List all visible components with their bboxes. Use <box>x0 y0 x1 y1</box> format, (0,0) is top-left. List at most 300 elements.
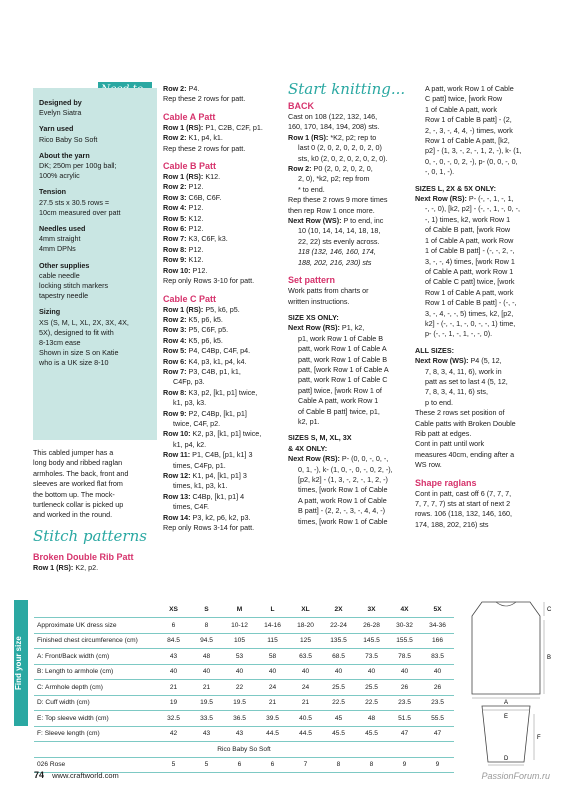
row-text: last 0 (2, 0, 2, 0, 2, 0, 2, 0) <box>298 143 382 153</box>
pattern-line <box>288 216 408 226</box>
pattern-line <box>163 492 283 502</box>
row-label: Row 3: <box>163 192 187 202</box>
label-c: C <box>547 607 552 613</box>
info-sidebar <box>33 88 157 440</box>
table-cell: 155.5 <box>388 633 421 649</box>
label-b: B <box>547 655 552 661</box>
row-text: K5, p6, k5. <box>186 335 223 345</box>
table-cell: 5 <box>190 757 223 773</box>
pattern-line <box>163 84 283 94</box>
broken-rib-heading: Broken Double Rib Patt <box>33 551 134 562</box>
row-text: K3, p2, [k1, p1] twice, <box>186 387 258 397</box>
row-text: Cable A patt, work Row 1 <box>298 396 379 406</box>
table-cell: 45.5 <box>322 726 355 742</box>
table-cell: 9 <box>388 757 421 773</box>
pattern-line <box>415 439 543 449</box>
row-label: Row 6: <box>163 356 187 366</box>
row-text: Row 1 of Cable A patt, [k2, <box>425 136 510 146</box>
pattern-line <box>288 185 408 195</box>
table-cell: 47 <box>388 726 421 742</box>
pattern-line <box>415 329 543 339</box>
pattern-line <box>288 485 408 495</box>
table-cell: 33.5 <box>190 711 223 727</box>
intro-line: the bottom up. The mock- <box>33 489 115 499</box>
row-label: Row 3: <box>163 325 187 335</box>
pattern-line <box>163 367 283 377</box>
table-cell: 5 <box>157 757 190 773</box>
table-cell: 26 <box>388 680 421 696</box>
pattern-line <box>415 387 543 397</box>
sidebar-heading: Sizing <box>39 307 61 317</box>
row-text: Rep these 2 rows for patt. <box>163 143 246 153</box>
row-text: 3, -, -, 4) times, [work Row 1 <box>425 256 515 266</box>
row-text: P1, C4B, [p1, k1] 3 <box>190 450 253 460</box>
sidebar-line: locking stitch markers <box>39 281 109 291</box>
table-cell: 94.5 <box>190 633 223 649</box>
pattern-line <box>288 517 408 527</box>
row-text: times, k1, p3, k1. <box>173 481 228 491</box>
sidebar-line: 4mm straight <box>39 234 81 244</box>
row-label: Row 7: <box>163 366 187 376</box>
pattern-line <box>163 513 283 523</box>
row-label: Row 2: <box>163 84 187 93</box>
pattern-line <box>415 215 543 225</box>
pattern-line <box>288 206 408 216</box>
pattern-line <box>163 377 283 387</box>
table-cell: 22.5 <box>355 695 388 711</box>
row-text: K12. <box>186 213 204 223</box>
row-label: Row 8: <box>163 244 187 254</box>
row-text: times, [work Row 1 of Cable <box>298 485 388 495</box>
pattern-line <box>288 122 408 132</box>
sidebar-heading: Other supplies <box>39 260 90 270</box>
row-text: 118 (132, 146, 160, 174, <box>298 247 376 257</box>
row-label: Row 1 (RS): <box>163 172 204 182</box>
row-text: Cast on 108 (122, 132, 146, <box>288 112 378 121</box>
row-text: P3, C4B, p1, k1, <box>186 366 241 376</box>
table-cell: 8 <box>322 757 355 773</box>
pattern-line <box>288 154 408 164</box>
row-text: Row 1 of Cable A patt, work <box>425 287 514 297</box>
table-cell: 6 <box>157 618 190 634</box>
row-text: P3, k2, p6, k2, p3. <box>190 512 251 522</box>
intro-line: long body and ribbed raglan <box>33 458 123 468</box>
row-text: * to end. <box>298 184 325 194</box>
row-label: Row 1 (RS): <box>163 304 204 314</box>
pattern-line <box>163 245 283 255</box>
row-text: P2, C4Bp, [k1, p1] <box>186 408 247 418</box>
cable-c-heading: Cable C Patt <box>163 293 217 304</box>
row-text: K12. <box>203 172 221 182</box>
pattern-line <box>163 429 283 439</box>
sizes-s-m-xl-heading-2: & 4X ONLY: <box>288 443 328 453</box>
pattern-line <box>415 398 543 408</box>
sidebar-line: who is a UK size 8-10 <box>39 358 109 368</box>
table-cell: L <box>256 602 289 618</box>
row-text: times, [work Row 1 of Cable <box>298 516 388 526</box>
table-cell: 40 <box>157 664 190 680</box>
row-label: Next Row (WS): <box>288 216 342 226</box>
table-cell: 43 <box>157 649 190 665</box>
pattern-line <box>163 481 283 491</box>
pattern-line <box>415 377 543 387</box>
pattern-line <box>288 237 408 247</box>
pattern-line <box>163 276 283 286</box>
row-text: P- (-, -, 1, -, 1, <box>466 194 514 204</box>
row-text: p2] - (1, 3, -, 2, -, 1, 2, -), k- (1, <box>425 146 522 156</box>
label-a: A <box>504 700 509 706</box>
intro-line: This cabled jumper has a <box>33 448 114 457</box>
table-cell: 51.5 <box>388 711 421 727</box>
table-cell: 166 <box>421 633 454 649</box>
row-text: WS row. <box>415 460 442 470</box>
table-cell: 9 <box>421 757 454 773</box>
table-cell: XS <box>157 602 190 618</box>
pattern-line <box>288 195 408 205</box>
pattern-line <box>288 258 408 268</box>
row-text: Rib patt at edges. <box>415 429 472 438</box>
row-text: K3, C6F, k3. <box>186 234 228 244</box>
row-text: 2, -, 3, -, 4, 4, -) times, work <box>425 125 513 135</box>
table-cell: 40 <box>256 664 289 680</box>
pattern-line <box>288 496 408 506</box>
row-text: of Cable B patt, [work Row <box>425 225 511 235</box>
pattern-line <box>415 94 543 104</box>
row-text: B patt] - (2, 2, -, 3, -, 4, 4, -) <box>298 506 386 516</box>
pattern-line <box>163 234 283 244</box>
pattern-line <box>415 298 543 308</box>
pattern-line <box>163 419 283 429</box>
pattern-line <box>415 194 543 204</box>
pattern-line <box>288 247 408 257</box>
row-label: Row 2: <box>163 314 187 324</box>
row-label: Row 7: <box>163 234 187 244</box>
intro-line: and worked in the round. <box>33 510 113 520</box>
table-cell: 48 <box>190 649 223 665</box>
table-cell: 26-28 <box>355 618 388 634</box>
row-text: 0, 1, -), k- (1, 0, -, 0, -, 0, 2, -), <box>298 464 393 474</box>
stitch-patterns-heading: Stitch patterns <box>33 526 147 545</box>
table-cell: 40 <box>388 664 421 680</box>
table-cell: 3X <box>355 602 388 618</box>
row-text: k2, p1. <box>298 416 320 426</box>
watermark: PassionForum.ru <box>481 771 550 781</box>
intro-line: sleeves are worked flat from <box>33 479 123 489</box>
table-cell: 8 <box>355 757 388 773</box>
table-cell: 105 <box>223 633 256 649</box>
table-cell: 24 <box>289 680 322 696</box>
pattern-line <box>415 499 543 509</box>
intro-line: turtleneck collar is picked up <box>33 500 124 510</box>
pattern-line <box>415 277 543 287</box>
row-text: P12. <box>190 265 208 275</box>
row-label: Row 1 (RS): <box>288 132 329 142</box>
row-text: 3, -, 4, -, -, 5) times, k2, [p2, <box>425 308 514 318</box>
all-sizes-heading: ALL SIZES: <box>415 345 455 355</box>
pattern-line <box>415 356 543 366</box>
row-text: -, 0, 1, -). <box>425 167 455 177</box>
table-cell: 22-24 <box>322 618 355 634</box>
table-cell: 45 <box>322 711 355 727</box>
pattern-line <box>288 365 408 375</box>
table-row <box>34 664 454 680</box>
table-row <box>34 633 454 649</box>
row-text: P4, C4Bp, C4F, p4. <box>186 346 251 356</box>
pattern-line <box>163 325 283 335</box>
pattern-line <box>288 143 408 153</box>
row-text: 188, 202, 216, 230) sts <box>298 257 372 267</box>
sidebar-heading: Yarn used <box>39 124 74 134</box>
pattern-line <box>163 336 283 346</box>
pattern-line <box>415 288 543 298</box>
table-cell: 6 <box>256 757 289 773</box>
back-heading: BACK <box>288 101 314 111</box>
table-cell: 73.5 <box>355 649 388 665</box>
sizes-s-m-xl-heading: SIZES S, M, XL, 3X <box>288 433 352 443</box>
row-text: p- (-, -, 1, -, 1, -, -, 0). <box>425 329 493 339</box>
row-label: Row 12: <box>163 471 191 480</box>
table-cell: 23.5 <box>388 695 421 711</box>
table-cell: 34-36 <box>421 618 454 634</box>
row-text: p to end. <box>425 397 453 407</box>
table-cell: 19.5 <box>190 695 223 711</box>
pattern-line <box>415 157 543 167</box>
row-label: Row 2: <box>163 133 187 143</box>
row-text: Rep only Rows 3-14 for patt. <box>163 523 255 533</box>
table-cell: 21 <box>157 680 190 696</box>
pattern-line <box>163 357 283 367</box>
row-text: These 2 rows set position of <box>415 408 505 418</box>
pattern-line <box>163 523 283 533</box>
pattern-line <box>415 267 543 277</box>
row-text: P0 (2, 0, 2, 0, 2, 0, <box>311 164 373 174</box>
table-cell: Finished chest circumference (cm) <box>34 633 157 649</box>
row-text: P12. <box>186 182 204 192</box>
pattern-line <box>288 465 408 475</box>
table-cell: 42 <box>157 726 190 742</box>
page-footer <box>34 770 119 780</box>
table-cell: C: Armhole depth (cm) <box>34 680 157 696</box>
label-d: D <box>504 756 509 762</box>
row-label: Row 4: <box>163 203 187 213</box>
pattern-line <box>415 450 543 460</box>
table-cell: 30-32 <box>388 618 421 634</box>
table-cell: 19 <box>157 695 190 711</box>
sidebar-heading: Tension <box>39 187 67 197</box>
pattern-line <box>415 309 543 319</box>
sidebar-line: cable needle <box>39 270 80 280</box>
table-cell: 48 <box>355 711 388 727</box>
row-label: Row 10: <box>163 429 191 439</box>
row-text: P4 (5, 12, <box>468 356 502 366</box>
row-text: Rep these 2 rows for patt. <box>163 94 246 104</box>
row-text: 7, 8, 3, 4, 11, 6), work in <box>425 366 502 376</box>
table-cell: 026 Rose <box>34 757 157 773</box>
row-text: K4, p3, k1, p4, k4. <box>186 356 247 366</box>
table-cell: 40 <box>355 664 388 680</box>
sidebar-heading: About the yarn <box>39 150 90 160</box>
row-text: *K2, p2; rep to <box>328 132 377 142</box>
table-cell: 36.5 <box>223 711 256 727</box>
table-cell: 43 <box>190 726 223 742</box>
pattern-line <box>163 315 283 325</box>
pattern-line <box>163 461 283 471</box>
row-text: of Cable B patt] twice, p1, <box>298 406 380 416</box>
row-text: P1, k2, <box>339 323 365 333</box>
table-cell: 40 <box>223 664 256 680</box>
shape-raglans-heading: Shape raglans <box>415 477 477 488</box>
table-cell: E: Top sleeve width (cm) <box>34 711 157 727</box>
table-cell: 22 <box>223 680 256 696</box>
row-text: k2] - (-, -, 1, -, 0, -, -, 1) time, <box>425 318 516 328</box>
label-f: F <box>537 735 541 741</box>
row-text: A patt, work Row 1 of Cable <box>298 495 387 505</box>
row-label: Row 14: <box>163 512 191 522</box>
site-url[interactable]: www.craftworld.com <box>52 771 119 780</box>
sidebar-line: XS (S, M, L, XL, 2X, 3X, 4X, <box>39 317 129 327</box>
table-cell: 40 <box>190 664 223 680</box>
row-text: patt] twice, [work Row 1 of <box>298 385 382 395</box>
row-text: 1 of Cable B patt] - (-, -, 2, -, <box>425 246 515 256</box>
pattern-line <box>288 174 408 184</box>
table-cell: 44.5 <box>256 726 289 742</box>
sidebar-heading: Needles used <box>39 224 86 234</box>
table-cell: 21 <box>289 695 322 711</box>
pattern-line <box>288 355 408 365</box>
table-cell: 18-20 <box>289 618 322 634</box>
row-label: Next Row (RS): <box>415 194 467 204</box>
pattern-line <box>415 236 543 246</box>
pattern-line <box>163 214 283 224</box>
row-text: patt, work Row 1 of Cable C <box>298 375 388 385</box>
find-your-size-label: Find your size <box>14 600 28 726</box>
table-cell: 145.5 <box>355 633 388 649</box>
pattern-line <box>288 334 408 344</box>
pattern-line <box>163 172 283 182</box>
table-cell: D: Cuff width (cm) <box>34 695 157 711</box>
pattern-line <box>163 502 283 512</box>
sidebar-line: 10cm measured over patt <box>39 207 121 217</box>
row-text: -, -, 0), [k2, p2] - (-, -, 1, -, 0, -, <box>425 204 521 214</box>
pattern-line <box>163 133 283 143</box>
row-text: p1, work Row 1 of Cable B <box>298 333 384 343</box>
row-text: Rep only Rows 3-10 for patt. <box>163 276 255 286</box>
sidebar-line: 27.5 sts x 30.5 rows = <box>39 197 110 207</box>
table-cell: S <box>190 602 223 618</box>
row-text: Rep these 2 rows 9 more times <box>288 195 388 205</box>
table-cell: 68.5 <box>322 649 355 665</box>
row-label: Row 4: <box>163 335 187 345</box>
pattern-line <box>415 246 543 256</box>
row-label: Row 1 (RS): <box>33 562 74 572</box>
pattern-line <box>288 417 408 427</box>
pattern-line <box>163 440 283 450</box>
row-label: Row 2: <box>288 164 312 174</box>
table-cell: 19.5 <box>223 695 256 711</box>
row-text: [p2, k2] - (1, 3, -, 2, -, 1, 2, -) <box>298 475 388 484</box>
sidebar-line: Evelyn Siatra <box>39 108 82 118</box>
pattern-line <box>415 429 543 439</box>
row-text: C patt] twice, [work Row <box>425 94 503 104</box>
row-text: K2, p3, [k1, p1] twice, <box>190 429 262 439</box>
pattern-line <box>415 460 543 470</box>
row-label: Next Row (RS): <box>288 323 340 333</box>
intro-line: armholes. The back, front and <box>33 468 129 478</box>
pattern-line <box>415 84 543 94</box>
table-row <box>34 695 454 711</box>
row-text: C4Fp, p3. <box>173 377 205 387</box>
pattern-line <box>163 94 283 104</box>
body-outline <box>472 602 540 694</box>
pattern-line <box>288 344 408 354</box>
table-cell: 14-16 <box>256 618 289 634</box>
table-cell <box>34 602 157 618</box>
pattern-line <box>415 509 543 519</box>
sidebar-line: tapestry needle <box>39 291 89 301</box>
row-text: measures 40cm, ending after a <box>415 449 515 459</box>
table-cell: 47 <box>421 726 454 742</box>
pattern-line <box>288 164 408 174</box>
row-text: Cable patts with Broken Double <box>415 418 516 428</box>
table-cell: 83.5 <box>421 649 454 665</box>
pattern-line <box>415 204 543 214</box>
pattern-line <box>415 146 543 156</box>
table-cell: 40 <box>289 664 322 680</box>
pattern-line <box>163 144 283 154</box>
pattern-line <box>415 167 543 177</box>
pattern-line <box>415 257 543 267</box>
pattern-line <box>288 386 408 396</box>
pattern-line <box>415 136 543 146</box>
row-text: 7, 7, 7, 7) sts at start of next 2 <box>415 499 511 509</box>
row-label: Row 9: <box>163 255 187 265</box>
pattern-line <box>288 454 408 464</box>
table-cell: 39.5 <box>256 711 289 727</box>
table-cell: F: Sleeve length (cm) <box>34 726 157 742</box>
row-text: P- (0, 0, -, 0, -, <box>339 454 389 464</box>
pattern-line <box>163 305 283 315</box>
text-line: Work patts from charts or <box>288 286 369 296</box>
pattern-line <box>415 115 543 125</box>
row-text: 1 of Cable A patt, work Row <box>425 235 514 245</box>
cable-b-heading: Cable B Patt <box>163 161 217 172</box>
table-cell: 58 <box>256 649 289 665</box>
sidebar-line: 4mm DPNs <box>39 244 76 254</box>
table-cell: 7 <box>289 757 322 773</box>
row-text: 10 (10, 14, 14, 14, 18, 18, <box>298 226 381 236</box>
table-cell: 44.5 <box>289 726 322 742</box>
start-knitting-heading: Start knitting... <box>288 80 406 98</box>
row-label: Next Row (WS): <box>415 356 469 366</box>
row-text: 7, 8, 3, 4, 11, 6) sts, <box>425 387 488 397</box>
table-row <box>34 726 454 742</box>
start-knitting-column <box>288 80 408 527</box>
row-text: P5, C6F, p5. <box>186 325 229 335</box>
row-text: K2, p2. <box>73 562 99 572</box>
row-text: times, C4Fp, p1. <box>173 460 226 470</box>
sidebar-line: Rico Baby So Soft <box>39 134 98 144</box>
table-cell: 43 <box>223 726 256 742</box>
set-pattern-heading: Set pattern <box>288 275 336 286</box>
row-text: then rep Row 1 once more. <box>288 205 375 215</box>
row-label: Row 5: <box>163 213 187 223</box>
row-text: C4Bp, [k1, p1] 4 <box>190 491 245 501</box>
table-cell: 55.5 <box>421 711 454 727</box>
pattern-line <box>288 396 408 406</box>
sidebar-line: 8-13cm ease <box>39 338 81 348</box>
pattern-line <box>415 408 543 418</box>
pattern-line <box>33 563 161 573</box>
